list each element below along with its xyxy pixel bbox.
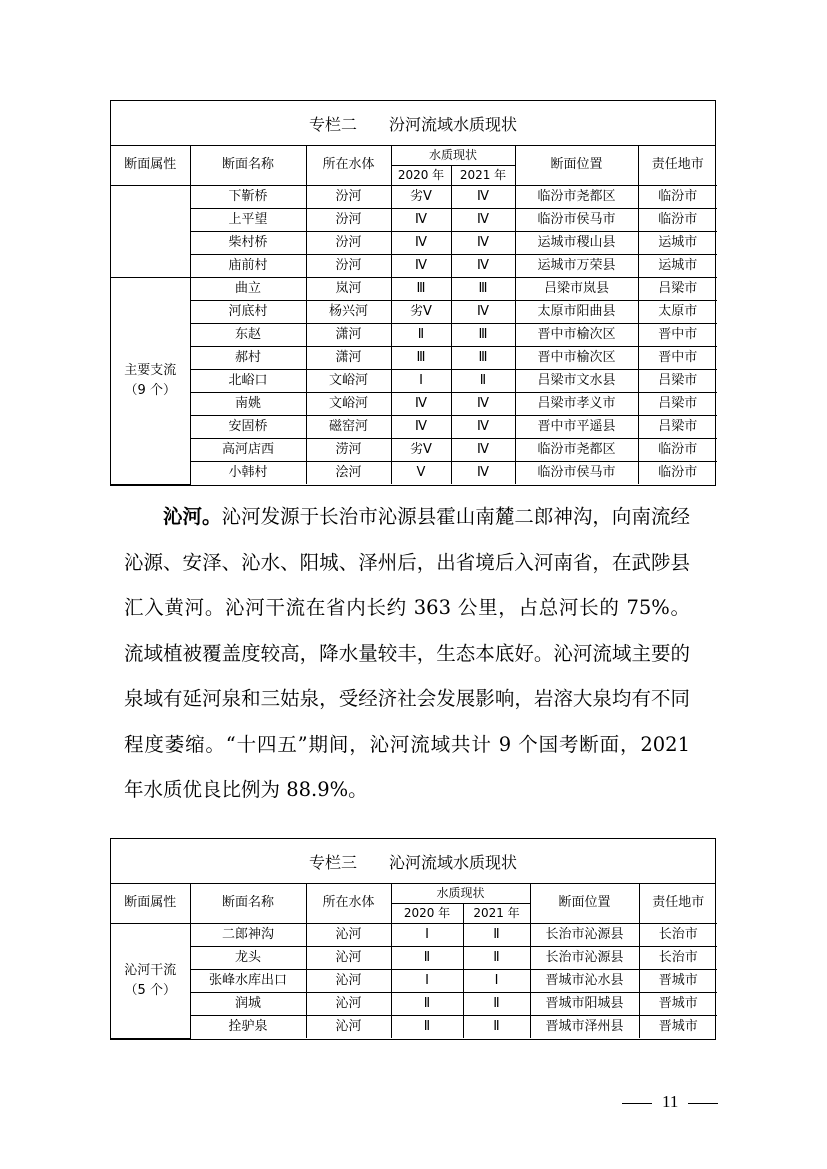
quality-2021: Ⅳ [451,232,515,255]
section-location: 运城市稷山县 [515,232,638,255]
page-number-value: 11 [662,1092,679,1111]
section-name: 郝村 [190,347,306,370]
quality-2021: Ⅲ [451,278,515,301]
responsible-city: 晋城市 [639,993,717,1016]
section-name: 南姚 [190,393,306,416]
table-row [111,209,717,232]
table-row [111,255,717,278]
responsible-city: 太原市 [638,301,717,324]
quality-2021: Ⅳ [451,186,515,209]
section-location: 长治市沁源县 [530,924,639,947]
quality-2020: Ⅱ [391,947,463,970]
section-location: 长治市沁源县 [530,947,639,970]
quality-2020: 劣Ⅴ [391,301,451,324]
quality-2020: Ⅲ [391,347,451,370]
water-body: 岚河 [306,278,391,301]
table-row [111,186,717,209]
responsible-city: 长治市 [639,947,717,970]
section-name: 张峰水库出口 [190,970,306,993]
quality-2020: Ⅰ [391,970,463,993]
section-name: 润城 [190,993,306,1016]
water-body: 汾河 [306,232,391,255]
page-dash-left [622,1103,652,1104]
section-location: 晋城市泽州县 [530,1016,639,1039]
box-heading: 汾河流域水质现状 [389,114,518,134]
table-row [111,1016,717,1039]
water-body: 沁河 [306,1016,391,1039]
table-row [111,393,717,416]
water-body: 磁窑河 [306,416,391,439]
quality-2020: 劣Ⅴ [391,186,451,209]
header-water: 所在水体 [306,146,391,186]
quality-2020: Ⅱ [391,993,463,1016]
box-title [111,101,715,146]
table-row [111,439,717,462]
quality-2021: Ⅱ [463,947,530,970]
quality-2020: Ⅲ [391,278,451,301]
group-attr-tributaries [111,278,190,485]
water-body: 杨兴河 [306,301,391,324]
section-name: 二郎神沟 [190,924,306,947]
column-box-2 [110,100,716,486]
body-paragraph [124,494,690,813]
section-location: 晋城市阳城县 [530,993,639,1016]
table-row [111,278,717,301]
water-body: 沁河 [306,970,391,993]
water-body: 涝河 [306,439,391,462]
section-name: 小韩村 [190,462,306,485]
responsible-city: 长治市 [639,924,717,947]
section-location: 晋中市榆次区 [515,324,638,347]
group-count: （9 个） [124,382,176,398]
header-2020: 2020 年 [391,904,463,924]
table-row [111,232,717,255]
table-row [111,970,717,993]
page-dash-right [688,1103,718,1104]
table-row [111,924,717,947]
quality-2021: Ⅲ [451,324,515,347]
responsible-city: 临汾市 [638,439,717,462]
section-name: 拴驴泉 [190,1016,306,1039]
water-body: 沁河 [306,993,391,1016]
section-name: 龙头 [190,947,306,970]
header-name: 断面名称 [190,884,306,924]
water-body: 沁河 [306,947,391,970]
page-number [612,1092,728,1112]
paragraph-body: 沁河发源于长治市沁源县霍山南麓二郎神沟，向南流经沁源、安泽、沁水、阳城、泽州后，出省境后入河南省，在武陟县汇入黄河。沁河干流在省内长约 363 公里，占总河长的 75%。流域植被覆盖度较高，降水量较丰，生态本底好。沁河流域主要的泉域有延河泉和三姑泉，受经济社会发展影响，岩溶大泉均有不同程度萎缩。“十四五”期间，沁河流域共计 9 个国考断面，2021 年水质优良比例为 88.9%。 [124,505,690,801]
quality-2020: Ⅳ [391,209,451,232]
water-body: 潇河 [306,347,391,370]
water-body: 汾河 [306,255,391,278]
header-2020: 2020 年 [391,166,451,186]
column-box-3 [110,838,716,1040]
water-body: 浍河 [306,462,391,485]
header-location: 断面位置 [515,146,638,186]
quality-2021: Ⅲ [451,347,515,370]
box-label: 专栏二 [308,114,357,134]
quality-2020: Ⅱ [391,324,451,347]
responsible-city: 运城市 [638,232,717,255]
water-quality-table-qin [111,884,717,1039]
water-body: 汾河 [306,209,391,232]
box-title [111,839,715,884]
group-label: 沁河干流 [124,962,177,978]
quality-2020: Ⅳ [391,255,451,278]
header-attr: 断面属性 [111,884,190,924]
section-name: 北峪口 [190,370,306,393]
section-name: 下靳桥 [190,186,306,209]
section-name: 高河店西 [190,439,306,462]
section-location: 吕梁市文水县 [515,370,638,393]
table-row [111,947,717,970]
section-name: 曲立 [190,278,306,301]
quality-2021: Ⅱ [451,370,515,393]
quality-2021: Ⅳ [451,301,515,324]
responsible-city: 晋城市 [639,970,717,993]
quality-2021: Ⅰ [463,970,530,993]
header-water: 所在水体 [306,884,391,924]
quality-2020: Ⅴ [391,462,451,485]
water-body: 潇河 [306,324,391,347]
section-location: 吕梁市岚县 [515,278,638,301]
box-label: 专栏三 [308,852,357,872]
quality-2021: Ⅱ [463,1016,530,1039]
header-name: 断面名称 [190,146,306,186]
group-attr-mainstream [111,924,190,1039]
section-location: 临汾市侯马市 [515,209,638,232]
quality-2021: Ⅱ [463,993,530,1016]
quality-2020: Ⅳ [391,393,451,416]
responsible-city: 晋城市 [639,1016,717,1039]
header-row [111,146,717,166]
quality-2021: Ⅳ [451,393,515,416]
header-2021: 2021 年 [463,904,530,924]
responsible-city: 临汾市 [638,462,717,485]
responsible-city: 吕梁市 [638,370,717,393]
header-quality: 水质现状 [391,146,515,166]
table-row [111,324,717,347]
table-row [111,347,717,370]
responsible-city: 晋中市 [638,347,717,370]
responsible-city: 临汾市 [638,186,717,209]
section-location: 运城市万荣县 [515,255,638,278]
section-location: 临汾市侯马市 [515,462,638,485]
section-name: 河底村 [190,301,306,324]
table-row [111,993,717,1016]
quality-2021: Ⅳ [451,416,515,439]
header-city: 责任地市 [639,884,717,924]
quality-2020: Ⅰ [391,370,451,393]
quality-2021: Ⅳ [451,209,515,232]
responsible-city: 运城市 [638,255,717,278]
box-heading: 沁河流域水质现状 [389,852,518,872]
water-body: 汾河 [306,186,391,209]
quality-2021: Ⅳ [451,255,515,278]
section-name: 上平望 [190,209,306,232]
water-body: 沁河 [306,924,391,947]
quality-2021: Ⅳ [451,439,515,462]
section-location: 晋中市榆次区 [515,347,638,370]
section-name: 柴村桥 [190,232,306,255]
section-name: 安固桥 [190,416,306,439]
paragraph-lead: 沁河。 [163,505,222,528]
group-label: 主要支流 [124,362,177,378]
responsible-city: 吕梁市 [638,278,717,301]
table-row [111,416,717,439]
section-name: 东赵 [190,324,306,347]
section-name: 庙前村 [190,255,306,278]
water-body: 文峪河 [306,393,391,416]
section-location: 吕梁市孝义市 [515,393,638,416]
section-location: 临汾市尧都区 [515,186,638,209]
quality-2021: Ⅱ [463,924,530,947]
section-location: 临汾市尧都区 [515,439,638,462]
group-count: （5 个） [124,982,176,998]
quality-2020: Ⅱ [391,1016,463,1039]
responsible-city: 吕梁市 [638,393,717,416]
section-location: 晋城市沁水县 [530,970,639,993]
quality-2020: Ⅰ [391,924,463,947]
quality-2020: Ⅳ [391,416,451,439]
header-attr: 断面属性 [111,146,190,186]
header-2021: 2021 年 [451,166,515,186]
section-location: 晋中市平遥县 [515,416,638,439]
quality-2021: Ⅳ [451,462,515,485]
section-location: 太原市阳曲县 [515,301,638,324]
quality-2020: 劣Ⅴ [391,439,451,462]
water-quality-table-fen [111,146,717,485]
responsible-city: 吕梁市 [638,416,717,439]
table-row [111,301,717,324]
responsible-city: 临汾市 [638,209,717,232]
table-row [111,370,717,393]
table-row [111,462,717,485]
responsible-city: 晋中市 [638,324,717,347]
group-attr-empty [111,186,190,278]
water-body: 文峪河 [306,370,391,393]
header-city: 责任地市 [638,146,717,186]
header-location: 断面位置 [530,884,639,924]
quality-2020: Ⅳ [391,232,451,255]
header-quality: 水质现状 [391,884,530,904]
header-row [111,884,717,904]
